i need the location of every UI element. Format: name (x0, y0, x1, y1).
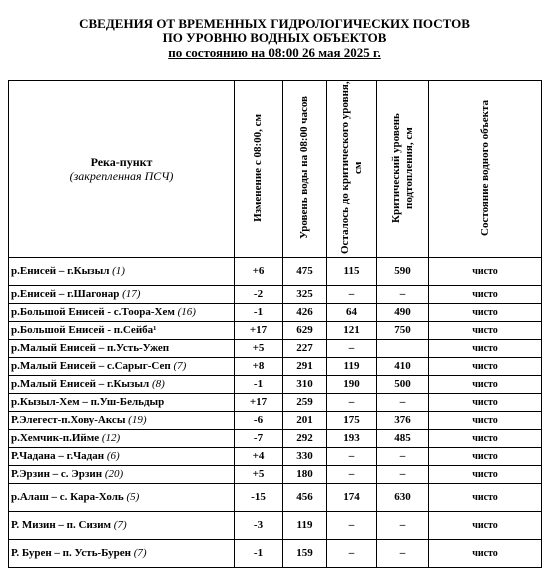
state-cell: чисто (429, 258, 542, 286)
river-point-cell (9, 540, 235, 568)
river-point-name: р.Енисей – г.Кызыл (11, 265, 110, 277)
post-number: (16) (177, 306, 196, 318)
table-row (9, 412, 542, 430)
change-cell: -7 (235, 430, 283, 448)
header-remaining (327, 81, 377, 258)
header-change (235, 81, 283, 258)
change-cell: +8 (235, 358, 283, 376)
state-cell: чисто (429, 304, 542, 322)
table-row (9, 466, 542, 484)
river-point-cell (9, 394, 235, 412)
river-point-cell (9, 430, 235, 448)
level-cell: 259 (283, 394, 327, 412)
state-cell: чисто (429, 430, 542, 448)
level-cell: 310 (283, 376, 327, 394)
change-cell: +5 (235, 466, 283, 484)
header-change-label: Изменение с 08:00, см (252, 113, 264, 222)
critical-cell: 630 (377, 484, 429, 512)
table-row (9, 540, 542, 568)
critical-cell (377, 340, 429, 358)
river-point-name: р.Малый Енисей – с.Сарыг-Сеп (11, 360, 171, 372)
header-river-label: Река-пункт (90, 155, 153, 169)
table-row (9, 512, 542, 540)
state-cell: чисто (429, 512, 542, 540)
critical-cell: – (377, 286, 429, 304)
river-point-name: Р.Эрзин – с. Эрзин (11, 468, 103, 480)
change-cell: +4 (235, 448, 283, 466)
change-cell: -1 (235, 376, 283, 394)
river-point-name: р.Енисей – г.Шагонар (11, 288, 120, 300)
level-cell: 475 (283, 258, 327, 286)
critical-cell: – (377, 448, 429, 466)
critical-cell: 485 (377, 430, 429, 448)
remaining-cell: – (327, 466, 377, 484)
critical-cell: 490 (377, 304, 429, 322)
post-number: (7) (133, 547, 147, 559)
level-cell: 119 (283, 512, 327, 540)
table-row (9, 448, 542, 466)
state-cell: чисто (429, 466, 542, 484)
change-cell: -3 (235, 512, 283, 540)
river-point-cell (9, 512, 235, 540)
critical-cell: – (377, 466, 429, 484)
post-number: (7) (113, 519, 127, 531)
state-cell: чисто (429, 322, 542, 340)
state-cell: чисто (429, 540, 542, 568)
remaining-cell: 190 (327, 376, 377, 394)
post-number: (17) (122, 288, 141, 300)
river-point-name: Р.Элегест-п.Хову-Аксы (11, 414, 126, 426)
remaining-cell: – (327, 286, 377, 304)
post-number: (5) (126, 491, 140, 503)
header-river (9, 81, 235, 258)
header-remaining-label: Осталось до критического уровня, см (338, 81, 364, 254)
table-row (9, 358, 542, 376)
table-row (9, 286, 542, 304)
report-title: СВЕДЕНИЯ ОТ ВРЕМЕННЫХ ГИДРОЛОГИЧЕСКИХ ПОСТОВ (79, 16, 470, 31)
table-row (9, 430, 542, 448)
critical-cell: 590 (377, 258, 429, 286)
level-cell: 426 (283, 304, 327, 322)
critical-cell: – (377, 512, 429, 540)
remaining-cell: – (327, 540, 377, 568)
change-cell: -2 (235, 286, 283, 304)
table-row (9, 484, 542, 512)
state-cell: чисто (429, 412, 542, 430)
table-body (9, 258, 542, 568)
level-cell: 227 (283, 340, 327, 358)
level-cell: 159 (283, 540, 327, 568)
state-cell: чисто (429, 340, 542, 358)
remaining-cell: – (327, 340, 377, 358)
river-point-cell (9, 466, 235, 484)
river-point-name: Р.Чадана – г.Чадан (11, 450, 105, 462)
state-cell: чисто (429, 376, 542, 394)
remaining-cell: 174 (327, 484, 377, 512)
river-point-cell (9, 258, 235, 286)
remaining-cell: 175 (327, 412, 377, 430)
state-cell: чисто (429, 448, 542, 466)
table-row (9, 304, 542, 322)
river-point-cell (9, 376, 235, 394)
change-cell: +5 (235, 340, 283, 358)
river-point-name: Р. Бурен – п. Усть-Бурен (11, 547, 132, 559)
state-cell: чисто (429, 286, 542, 304)
header-row (9, 81, 542, 258)
remaining-cell: 115 (327, 258, 377, 286)
post-number: (12) (101, 432, 121, 444)
critical-cell: 500 (377, 376, 429, 394)
level-cell: 325 (283, 286, 327, 304)
post-number: (6) (106, 450, 120, 462)
header-state (429, 81, 542, 258)
change-cell: -1 (235, 304, 283, 322)
remaining-cell: 193 (327, 430, 377, 448)
river-point-cell (9, 358, 235, 376)
river-point-name: р.Большой Енисей - с.Тоора-Хем (11, 306, 175, 318)
level-cell: 456 (283, 484, 327, 512)
change-cell: +17 (235, 322, 283, 340)
critical-cell: 410 (377, 358, 429, 376)
state-cell: чисто (429, 394, 542, 412)
level-cell: 629 (283, 322, 327, 340)
river-point-name: р.Хемчик-п.Ийме (11, 432, 100, 444)
remaining-cell: 64 (327, 304, 377, 322)
critical-cell: 376 (377, 412, 429, 430)
change-cell: -1 (235, 540, 283, 568)
change-cell: -6 (235, 412, 283, 430)
river-point-name: р.Кызыл-Хем – п.Уш-Бельдыр (11, 396, 165, 408)
change-cell: -15 (235, 484, 283, 512)
remaining-cell: – (327, 512, 377, 540)
river-point-cell (9, 322, 235, 340)
river-point-cell (9, 484, 235, 512)
river-point-name: Р. Мизин – п. Сизим (11, 519, 112, 531)
change-cell: +6 (235, 258, 283, 286)
post-number: (19) (128, 414, 147, 426)
change-cell: +17 (235, 394, 283, 412)
report-date: по состоянию на 08:00 26 мая 2025 г. (168, 45, 381, 60)
critical-cell: 750 (377, 322, 429, 340)
state-cell: чисто (429, 484, 542, 512)
header-state-label: Состояние водного объекта (478, 99, 491, 236)
river-point-cell (9, 448, 235, 466)
level-cell: 330 (283, 448, 327, 466)
critical-cell: – (377, 394, 429, 412)
river-point-cell (9, 412, 235, 430)
level-cell: 291 (283, 358, 327, 376)
remaining-cell: – (327, 448, 377, 466)
post-number: (1) (112, 265, 125, 277)
header-critical (377, 81, 429, 258)
report-subtitle: ПО УРОВНЮ ВОДНЫХ ОБЪЕКТОВ (162, 30, 387, 45)
hydro-table (8, 80, 542, 568)
river-point-cell (9, 340, 235, 358)
river-point-name: р.Большой Енисей - п.Сейба¹ (11, 324, 157, 336)
header-critical-label: Критический уровень подтопления, см (389, 112, 415, 223)
table-row (9, 340, 542, 358)
header-river-sub: (закрепленная ПСЧ) (69, 169, 174, 183)
header-level-label: Уровень воды на 08:00 часов (298, 96, 310, 239)
river-point-name: р.Алаш – с. Кара-Холь (11, 491, 124, 503)
remaining-cell: 119 (327, 358, 377, 376)
level-cell: 180 (283, 466, 327, 484)
header-level (283, 81, 327, 258)
remaining-cell: – (327, 394, 377, 412)
river-point-cell (9, 304, 235, 322)
state-cell: чисто (429, 358, 542, 376)
post-number: (8) (151, 378, 165, 390)
table-row (9, 394, 542, 412)
level-cell: 201 (283, 412, 327, 430)
level-cell: 292 (283, 430, 327, 448)
table-row (9, 376, 542, 394)
post-number: (7) (173, 360, 187, 372)
remaining-cell: 121 (327, 322, 377, 340)
table-row (9, 322, 542, 340)
river-point-name: р.Малый Енисей – п.Усть-Ужеп (11, 342, 170, 354)
table-row (9, 258, 542, 286)
critical-cell: – (377, 540, 429, 568)
river-point-name: р.Малый Енисей – г.Кызыл (11, 378, 150, 390)
river-point-cell (9, 286, 235, 304)
post-number: (20) (104, 468, 124, 480)
